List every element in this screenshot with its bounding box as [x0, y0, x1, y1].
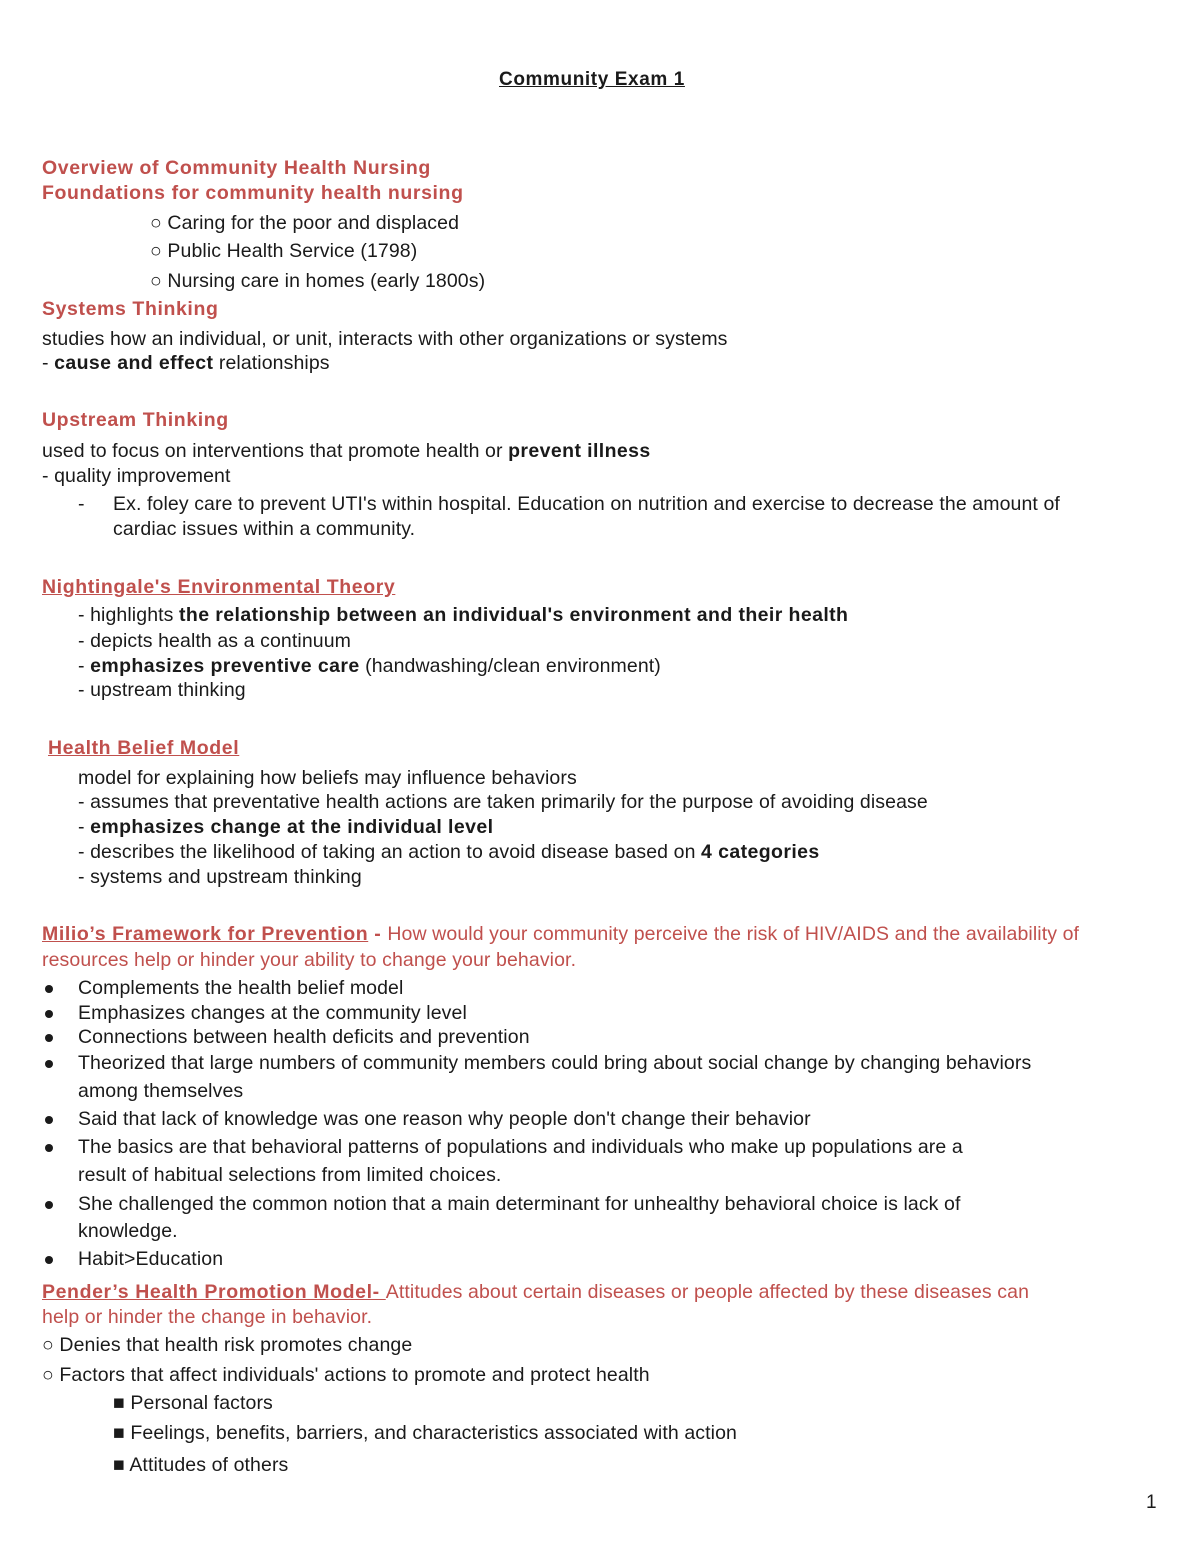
- nightingale-line: [78, 603, 848, 627]
- list-item: Connections between health deficits and prevention: [78, 1026, 530, 1048]
- bullet-icon: [45, 1010, 53, 1018]
- list-item: She challenged the common notion that a main determinant for unhealthy behavioral choice is lack of: [78, 1193, 961, 1215]
- list-item: Emphasizes changes at the community level: [78, 1002, 467, 1024]
- bullet-icon: [45, 1060, 53, 1068]
- dash-text: -: [78, 655, 91, 677]
- bold-text: the relationship between an individual's environment and their health: [179, 604, 849, 626]
- bold-text: prevent illness: [508, 440, 651, 462]
- milio-question-line1: How would your community perceive the risk of HIV/AIDS and the availability of: [387, 923, 1080, 945]
- page-title: Community Exam 1: [499, 69, 685, 90]
- section-heading-overview: Overview of Community Health Nursing: [42, 157, 431, 179]
- bold-text: emphasizes preventive care: [90, 655, 360, 677]
- bullet-icon: [45, 1201, 53, 1209]
- dash-text: -: [78, 816, 91, 838]
- hbm-line: [78, 815, 493, 839]
- section-heading-milio: Milio’s Framework for Prevention: [42, 923, 369, 945]
- dash-marker: -: [78, 493, 85, 515]
- heading-separator: -: [368, 923, 388, 945]
- pender-question-line2: help or hinder the change in behavior.: [42, 1306, 373, 1328]
- body-text: - highlights: [78, 604, 180, 626]
- dash-text: -: [42, 352, 55, 374]
- upstream-line: - quality improvement: [42, 465, 231, 487]
- section-heading-upstream-thinking: Upstream Thinking: [42, 409, 229, 431]
- section-subheading-foundations: Foundations for community health nursing: [42, 182, 464, 204]
- bullet-icon: [45, 1144, 53, 1152]
- list-item: Theorized that large numbers of community members could bring about social change by changing behaviors: [78, 1052, 1032, 1074]
- list-item: ○ Caring for the poor and displaced: [150, 212, 460, 234]
- bullet-icon: [45, 1256, 53, 1264]
- hbm-line: [78, 840, 820, 864]
- bullet-icon: [45, 1116, 53, 1124]
- section-heading-health-belief-model: Health Belief Model: [48, 737, 240, 759]
- bullet-icon: [45, 1034, 53, 1042]
- body-text: - describes the likelihood of taking an action to avoid disease based on: [78, 841, 702, 863]
- milio-heading-line: [42, 922, 1079, 946]
- bold-text: 4 categories: [701, 841, 820, 863]
- list-item: ○ Public Health Service (1798): [150, 240, 418, 262]
- upstream-example-line2: cardiac issues within a community.: [113, 518, 416, 540]
- section-heading-pender: Pender’s Health Promotion Model-: [42, 1281, 386, 1303]
- list-item: Said that lack of knowledge was one reason why people don't change their behavior: [78, 1108, 811, 1130]
- systems-description: studies how an individual, or unit, interacts with other organizations or systems: [42, 328, 728, 350]
- bullet-icon: [45, 985, 53, 993]
- nightingale-line: - depicts health as a continuum: [78, 630, 352, 652]
- hbm-line: - systems and upstream thinking: [78, 866, 362, 888]
- hbm-line: model for explaining how beliefs may influence behaviors: [78, 767, 577, 789]
- bold-text: cause and effect: [54, 352, 214, 374]
- body-text: (handwashing/clean environment): [359, 655, 661, 677]
- page-number: 1: [1146, 1492, 1157, 1513]
- body-text: relationships: [213, 352, 330, 374]
- upstream-example-line1: Ex. foley care to prevent UTI's within hospital. Education on nutrition and exercise to decrease the amount of: [113, 493, 1060, 515]
- list-item-continuation: result of habitual selections from limited choices.: [78, 1164, 502, 1186]
- list-item: The basics are that behavioral patterns of populations and individuals who make up populations are a: [78, 1136, 963, 1158]
- bold-text: emphasizes change at the individual level: [90, 816, 494, 838]
- systems-line: [42, 351, 330, 375]
- pender-question-line1: Attitudes about certain diseases or people affected by these diseases can: [385, 1281, 1030, 1303]
- list-item-continuation: knowledge.: [78, 1220, 178, 1242]
- milio-question-line2: resources help or hinder your ability to change your behavior.: [42, 949, 577, 971]
- list-item: Habit>Education: [78, 1248, 224, 1270]
- nightingale-line: - upstream thinking: [78, 679, 246, 701]
- list-subitem: ■ Personal factors: [113, 1392, 273, 1414]
- nightingale-line: [78, 654, 661, 678]
- list-item: ○ Nursing care in homes (early 1800s): [150, 270, 486, 292]
- list-item: Complements the health belief model: [78, 977, 404, 999]
- upstream-description: [42, 439, 651, 463]
- section-heading-systems-thinking: Systems Thinking: [42, 298, 219, 320]
- pender-heading-line: [42, 1280, 1029, 1304]
- list-item-continuation: among themselves: [78, 1080, 244, 1102]
- list-subitem: ■ Attitudes of others: [113, 1454, 289, 1476]
- hbm-line: - assumes that preventative health actions are taken primarily for the purpose of avoiding disease: [78, 791, 928, 813]
- list-subitem: ■ Feelings, benefits, barriers, and characteristics associated with action: [113, 1422, 737, 1444]
- list-item: ○ Denies that health risk promotes change: [42, 1334, 413, 1356]
- section-heading-nightingale: Nightingale's Environmental Theory: [42, 576, 396, 598]
- body-text: used to focus on interventions that promote health or: [42, 440, 509, 462]
- list-item: ○ Factors that affect individuals' actions to promote and protect health: [42, 1364, 650, 1386]
